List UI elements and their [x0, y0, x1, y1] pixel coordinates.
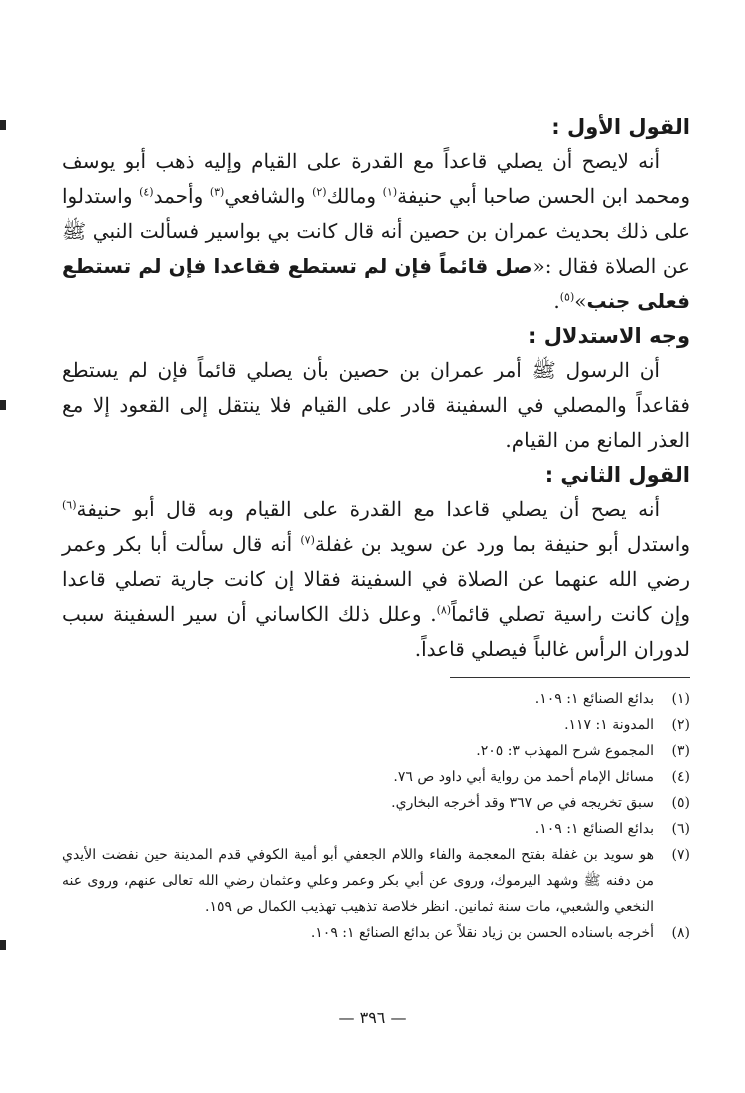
hadith-quote: صل قائماً فإن لم تستطع فقاعدا فإن لم تستطع فعلى جنب: [62, 254, 690, 313]
footnote-ref[interactable]: (٨): [436, 603, 452, 617]
footnote: [62, 738, 690, 764]
footnote-ref[interactable]: (٣): [209, 185, 225, 199]
text: واستدلوا على ذلك بحديث عمران بن حصين أنه قال كانت بي بواسير فسألت النبي ﷺ عن الصلاة فقال :«: [62, 184, 690, 278]
paragraph-first-opinion: [62, 144, 690, 319]
text: والشافعي: [224, 184, 313, 208]
margin-mark-top: [0, 120, 6, 130]
footnote: [62, 686, 690, 712]
footnote-number: (١): [671, 691, 690, 707]
text: . وعلل ذلك الكاساني أن سير السفينة سبب لدوران الرأس غالباً فيصلي قاعداً.: [62, 602, 690, 661]
footnote-text: مسائل الإمام أحمد من رواية أبي داود ص ٧٦.: [393, 769, 654, 785]
footnote-text: المجموع شرح المهذب ٣: ٢٠٥.: [476, 743, 654, 759]
footnote: [62, 790, 690, 816]
footnote-text: المدونة ١: ١١٧.: [564, 717, 654, 733]
footnote-number: (٣): [671, 743, 690, 759]
footnote-text: بدائع الصنائع ١: ١٠٩.: [534, 691, 654, 707]
footnote-ref[interactable]: (٧): [300, 533, 315, 547]
footnote-ref[interactable]: (١): [382, 185, 398, 199]
heading-first-opinion: القول الأول :: [551, 115, 690, 139]
text: »: [574, 289, 587, 313]
margin-mark-middle: [0, 400, 6, 410]
text: .: [553, 289, 560, 313]
text: أنه قال سألت أبا بكر وعمر رضي الله عنهما عن الصلاة في السفينة فقالا إن كانت جارية تصلي قاعدا وإن كانت راسية تصلي قائماً: [62, 532, 691, 626]
footnote-number: (٥): [671, 795, 690, 811]
footnote-text: أخرجه باسناده الحسن بن زياد نقلاً عن بدائع الصنائع ١: ١٠٩.: [310, 925, 654, 941]
text: ومالك: [326, 184, 383, 208]
footnote: [62, 920, 690, 946]
footnote: [62, 712, 690, 738]
footnote: [62, 842, 690, 920]
footnote-ref[interactable]: (٢): [312, 185, 327, 199]
footnote: [62, 764, 690, 790]
footnote-text: هو سويد بن غفلة بفتح المعجمة والفاء واللام الجعفي أبو أمية الكوفي قدم المدينة حين نفضت الأيدي من دفنه ﷺ وشهد اليرموك، وروى عن أبي بكر وعمر وعلي وعثمان رضي الله تعالى عنهم، وروى عنه النخعي والشعبي، مات سنة ثمانين. انظر خلاصة تذهيب تهذيب الكمال ص ١٥٩.: [62, 847, 654, 915]
footnote-ref[interactable]: (٦): [62, 498, 77, 512]
footnote-number: (٤): [671, 769, 690, 785]
footnote-ref[interactable]: (٥): [559, 290, 575, 304]
paragraph-evidence: أن الرسول ﷺ أمر عمران بن حصين بأن يصلي قائماً فإن لم يستطع فقاعداً والمصلي في السفينة قادر على القيام فلا ينتقل إلى القعود إلا مع العذر المانع من القيام.: [62, 358, 690, 452]
text: أنه لايصح أن يصلي قاعداً مع القدرة على القيام وإليه ذهب أبو يوسف ومحمد ابن الحسن صاحبا أبي حنيفة: [62, 149, 690, 208]
page-body: [62, 110, 690, 946]
footnote-ref[interactable]: (٤): [139, 185, 154, 199]
footnote-number: (٨): [671, 925, 690, 941]
footnote-number: (٦): [671, 821, 690, 837]
text: وأحمد: [153, 184, 210, 208]
text: أنه يصح أن يصلي قاعدا مع القدرة على القيام وبه قال أبو حنيفة: [76, 497, 660, 521]
footnote: [62, 816, 690, 842]
margin-mark-bottom: [0, 940, 6, 950]
footnote-divider: [450, 677, 690, 678]
paragraph-second-opinion: [62, 492, 690, 667]
text: واستدل أبو حنيفة بما ورد عن سويد بن غفلة: [314, 532, 691, 556]
footnote-number: (٢): [671, 717, 690, 733]
heading-evidence: وجه الاستدلال :: [528, 324, 690, 348]
heading-second-opinion: القول الثاني :: [544, 463, 690, 487]
page-number: — ٣٩٦ —: [338, 1008, 407, 1027]
footnote-number: (٧): [671, 847, 690, 863]
footnote-text: سبق تخريجه في ص ٣٦٧ وقد أخرجه البخاري.: [391, 795, 654, 811]
footnotes-list: [62, 686, 690, 946]
footnote-text: بدائع الصنائع ١: ١٠٩.: [534, 821, 654, 837]
